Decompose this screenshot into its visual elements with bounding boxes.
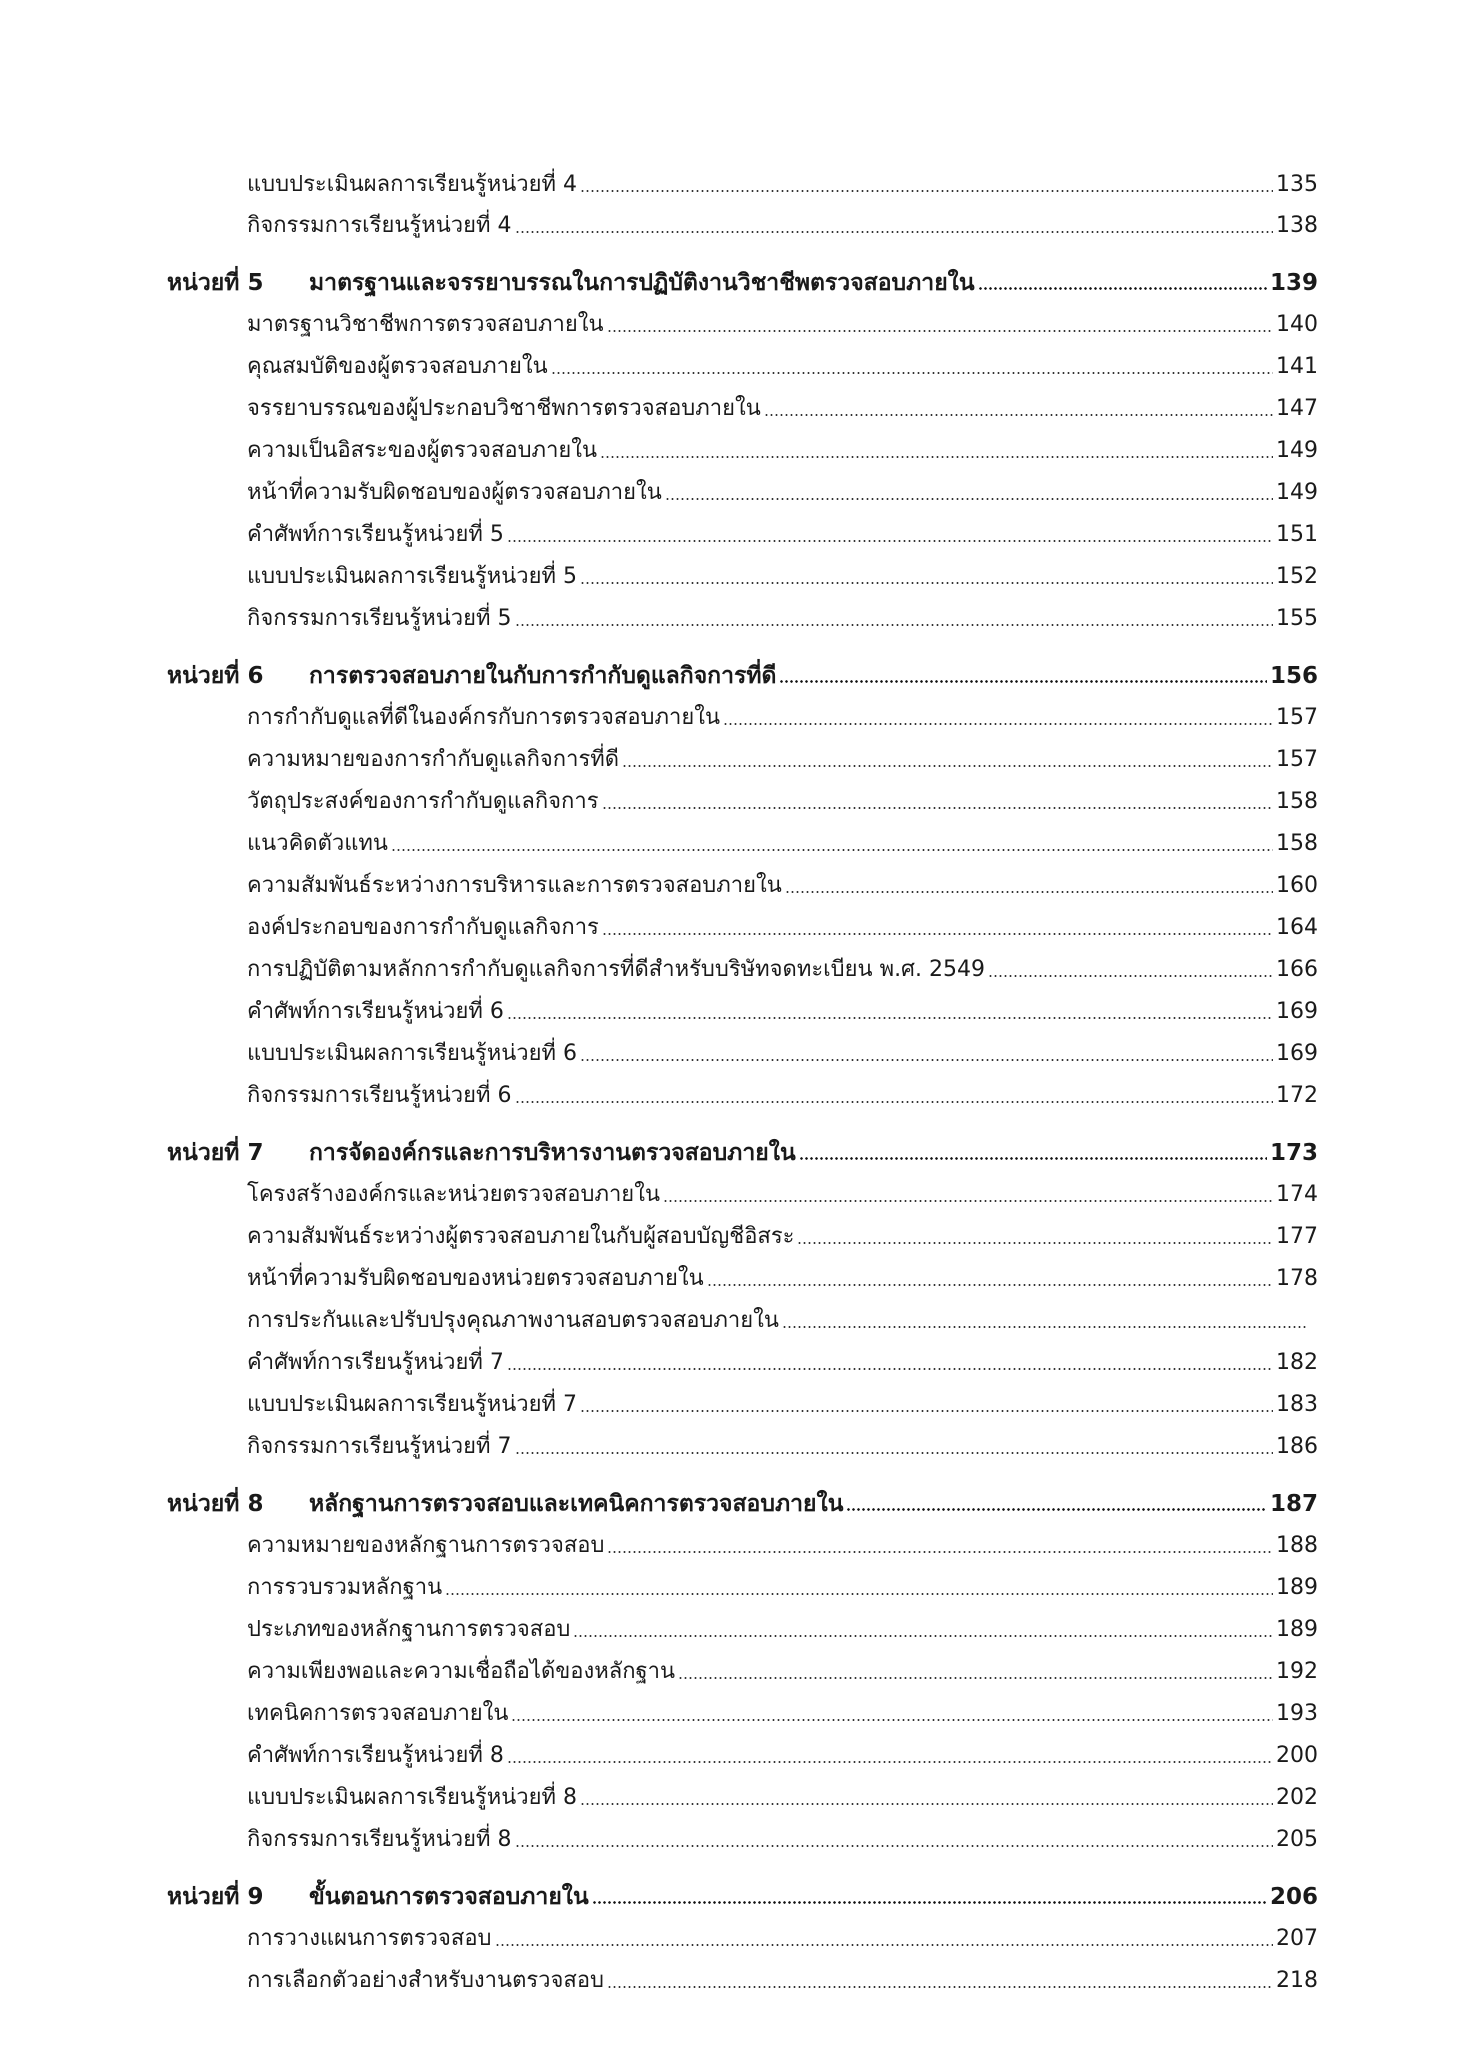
toc-entry-title: แบบประเมินผลการเรียนรู้หน่วยที่ 7: [247, 1392, 577, 1417]
toc-entry-title: แบบประเมินผลการเรียนรู้หน่วยที่ 6: [247, 1041, 577, 1066]
toc-entry-page: 174: [1276, 1182, 1318, 1207]
toc-entry: [247, 997, 1318, 1027]
toc-entry-page: 200: [1276, 1743, 1318, 1768]
unit-title: การตรวจสอบภายในกับการกำกับดูแลกิจการที่ดี: [309, 663, 777, 689]
toc-unit-heading: [167, 1138, 1318, 1168]
toc-entry: [247, 1432, 1318, 1462]
toc-entry: [247, 1825, 1318, 1855]
toc-entry-title: แบบประเมินผลการเรียนรู้หน่วยที่ 4: [247, 172, 577, 197]
toc-entry-title: คำศัพท์การเรียนรู้หน่วยที่ 7: [247, 1350, 504, 1375]
toc-entry-title: การกำกับดูแลที่ดีในองค์กรกับการตรวจสอบภายใน: [247, 705, 721, 730]
toc-entry: [247, 745, 1318, 775]
toc-entry: [247, 478, 1318, 508]
toc-entry: [247, 1222, 1318, 1252]
dot-leader: [978, 287, 1267, 290]
toc-entry: [247, 604, 1318, 634]
toc-entry-page: 192: [1276, 1659, 1318, 1684]
toc-entry-page: 205: [1276, 1827, 1318, 1852]
toc-entry: [247, 211, 1318, 241]
toc-entry-title: กิจกรรมการเรียนรู้หน่วยที่ 4: [247, 213, 512, 238]
dot-leader: [580, 1059, 1273, 1061]
toc-entry-page: 182: [1276, 1350, 1318, 1375]
unit-label: หน่วยที่ 7: [167, 1140, 264, 1166]
dot-leader: [515, 1452, 1273, 1454]
toc-entry: [247, 1081, 1318, 1111]
toc-entry: [247, 562, 1318, 592]
toc-entry: [247, 1783, 1318, 1813]
dot-leader: [551, 372, 1273, 374]
dot-leader: [846, 1508, 1267, 1511]
toc-entry-title: การประกันและปรับปรุงคุณภาพงานสอบตรวจสอบภายใน: [247, 1308, 779, 1333]
toc-entry-title: คำศัพท์การเรียนรู้หน่วยที่ 5: [247, 522, 504, 547]
toc-entry-title: ประเภทของหลักฐานการตรวจสอบ: [247, 1617, 571, 1642]
unit-title: ขั้นตอนการตรวจสอบภายใน: [309, 1884, 589, 1910]
toc-entry-title: กิจกรรมการเรียนรู้หน่วยที่ 8: [247, 1827, 512, 1852]
unit-title: การจัดองค์กรและการบริหารงานตรวจสอบภายใน: [309, 1140, 796, 1166]
toc-entry: [247, 871, 1318, 901]
unit-page: 206: [1269, 1884, 1318, 1910]
toc-entry-title: แบบประเมินผลการเรียนรู้หน่วยที่ 5: [247, 564, 577, 589]
toc-entry: [247, 1390, 1318, 1420]
toc-entry-page: 218: [1276, 1968, 1318, 1993]
unit-page: 173: [1269, 1140, 1318, 1166]
dot-leader: [511, 1719, 1273, 1721]
unit-page: 187: [1269, 1491, 1318, 1517]
toc-entry-title: ความหมายของหลักฐานการตรวจสอบ: [247, 1533, 605, 1558]
dot-leader: [515, 231, 1273, 233]
toc-entry-page: 169: [1276, 999, 1318, 1024]
toc-entry-page: 178: [1276, 1266, 1318, 1291]
toc-entry-title: การรวบรวมหลักฐาน: [247, 1575, 443, 1600]
dot-leader: [622, 765, 1273, 767]
toc-entry: [247, 394, 1318, 424]
toc-entry: [247, 170, 1318, 200]
toc-entry-title: หน้าที่ความรับผิดชอบของหน่วยตรวจสอบภายใน: [247, 1266, 704, 1291]
toc-entry: [247, 955, 1318, 985]
toc-entry-page: 183: [1276, 1392, 1318, 1417]
toc-entry-page: 140: [1276, 312, 1318, 337]
toc-entry-page: 135: [1276, 172, 1318, 197]
unit-title: หลักฐานการตรวจสอบและเทคนิคการตรวจสอบภายใน: [309, 1491, 844, 1517]
dot-leader: [799, 1157, 1267, 1160]
toc-entry: [247, 1741, 1318, 1771]
toc-entry-page: 149: [1276, 438, 1318, 463]
dot-leader: [779, 680, 1267, 683]
dot-leader: [580, 1410, 1273, 1412]
dot-leader: [573, 1635, 1273, 1637]
toc-entry-title: ความหมายของการกำกับดูแลกิจการที่ดี: [247, 747, 620, 772]
toc-entry-title: จรรยาบรรณของผู้ประกอบวิชาชีพการตรวจสอบภายใน: [247, 396, 761, 421]
toc-entry-page: 138: [1276, 213, 1318, 238]
dot-leader: [602, 933, 1273, 935]
toc-entry-page: 193: [1276, 1701, 1318, 1726]
toc-entry-title: คำศัพท์การเรียนรู้หน่วยที่ 8: [247, 1743, 504, 1768]
toc-entry-title: วัตถุประสงค์ของการกำกับดูแลกิจการ: [247, 789, 599, 814]
toc-unit-heading: [167, 661, 1318, 691]
toc-entry-title: แบบประเมินผลการเรียนรู้หน่วยที่ 8: [247, 1785, 577, 1810]
toc-entry: [247, 1180, 1318, 1210]
toc-entry: [247, 1924, 1318, 1954]
dot-leader: [515, 1101, 1273, 1103]
toc-entry-title: หน้าที่ความรับผิดชอบของผู้ตรวจสอบภายใน: [247, 480, 662, 505]
toc-entry-page: 160: [1276, 873, 1318, 898]
toc-entry-page: 141: [1276, 354, 1318, 379]
dot-leader: [764, 414, 1273, 416]
dot-leader: [602, 807, 1273, 809]
dot-leader: [665, 498, 1273, 500]
dot-leader: [391, 849, 1273, 851]
toc-entry-page: 155: [1276, 606, 1318, 631]
toc-entry: [247, 310, 1318, 340]
toc-entry-page: 149: [1276, 480, 1318, 505]
dot-leader: [580, 190, 1273, 192]
dot-leader: [607, 1551, 1273, 1553]
dot-leader: [607, 330, 1273, 332]
dot-leader: [515, 1845, 1273, 1847]
toc-entry: [247, 1306, 1309, 1336]
toc-unit-heading: [167, 1489, 1318, 1519]
toc-entry-title: การเลือกตัวอย่างสำหรับงานตรวจสอบ: [247, 1968, 605, 1993]
unit-label: หน่วยที่ 8: [167, 1491, 264, 1517]
toc-entry-page: 157: [1276, 705, 1318, 730]
toc-entry: [247, 829, 1318, 859]
dot-leader: [507, 1017, 1273, 1019]
toc-entry-title: การปฏิบัติตามหลักการกำกับดูแลกิจการที่ดีสำหรับบริษัทจดทะเบียน พ.ศ. 2549: [247, 957, 985, 982]
toc-entry-page: 172: [1276, 1083, 1318, 1108]
dot-leader: [507, 540, 1273, 542]
toc-entry-page: 147: [1276, 396, 1318, 421]
dot-leader: [782, 1326, 1306, 1328]
dot-leader: [445, 1593, 1273, 1595]
dot-leader: [600, 456, 1273, 458]
toc-entry: [247, 1966, 1318, 1996]
toc-entry-page: 189: [1276, 1575, 1318, 1600]
toc-entry-title: กิจกรรมการเรียนรู้หน่วยที่ 7: [247, 1434, 512, 1459]
toc-entry: [247, 1348, 1318, 1378]
dot-leader: [592, 1901, 1267, 1904]
toc-entry: [247, 1657, 1318, 1687]
toc-entry-title: กิจกรรมการเรียนรู้หน่วยที่ 6: [247, 1083, 512, 1108]
unit-label: หน่วยที่ 5: [167, 270, 264, 296]
toc-entry-title: มาตรฐานวิชาชีพการตรวจสอบภายใน: [247, 312, 604, 337]
toc-entry-page: 202: [1276, 1785, 1318, 1810]
dot-leader: [785, 891, 1273, 893]
toc-entry-page: 207: [1276, 1926, 1318, 1951]
toc-entry: [247, 352, 1318, 382]
dot-leader: [663, 1200, 1273, 1202]
toc-entry-page: 186: [1276, 1434, 1318, 1459]
dot-leader: [580, 1803, 1273, 1805]
toc-entry-page: 177: [1276, 1224, 1318, 1249]
unit-page: 156: [1269, 663, 1318, 689]
toc-entry-page: 151: [1276, 522, 1318, 547]
dot-leader: [507, 1368, 1273, 1370]
toc-entry-title: เทคนิคการตรวจสอบภายใน: [247, 1701, 509, 1726]
toc-unit-heading: [167, 268, 1318, 298]
dot-leader: [723, 723, 1273, 725]
toc-entry-page: 188: [1276, 1533, 1318, 1558]
toc-entry-title: ความสัมพันธ์ระหว่างการบริหารและการตรวจสอบภายใน: [247, 873, 782, 898]
toc-entry: [247, 1039, 1318, 1069]
toc-entry-page: 189: [1276, 1617, 1318, 1642]
toc-entry: [247, 913, 1318, 943]
toc-entry-title: คำศัพท์การเรียนรู้หน่วยที่ 6: [247, 999, 504, 1024]
dot-leader: [580, 582, 1273, 584]
dot-leader: [495, 1944, 1274, 1946]
toc-entry-title: ความเป็นอิสระของผู้ตรวจสอบภายใน: [247, 438, 598, 463]
dot-leader: [515, 624, 1273, 626]
unit-title: มาตรฐานและจรรยาบรรณในการปฏิบัติงานวิชาชีพตรวจสอบภายใน: [309, 270, 975, 296]
toc-entry-page: 158: [1276, 831, 1318, 856]
toc-entry-title: ความสัมพันธ์ระหว่างผู้ตรวจสอบภายในกับผู้สอบบัญชีอิสระ: [247, 1224, 795, 1249]
toc-entry-title: ความเพียงพอและความเชื่อถือได้ของหลักฐาน: [247, 1659, 676, 1684]
toc-entry: [247, 436, 1318, 466]
toc-entry-page: 164: [1276, 915, 1318, 940]
toc-entry: [247, 1615, 1318, 1645]
toc-entry-page: 157: [1276, 747, 1318, 772]
dot-leader: [707, 1284, 1273, 1286]
toc-entry: [247, 520, 1318, 550]
toc-entry-page: 169: [1276, 1041, 1318, 1066]
toc-entry: [247, 787, 1318, 817]
dot-leader: [797, 1242, 1273, 1244]
toc-unit-heading: [167, 1882, 1318, 1912]
toc-entry-title: โครงสร้างองค์กรและหน่วยตรวจสอบภายใน: [247, 1182, 660, 1207]
toc-entry-page: 158: [1276, 789, 1318, 814]
toc-entry: [247, 1573, 1318, 1603]
toc-entry-title: องค์ประกอบของการกำกับดูแลกิจการ: [247, 915, 599, 940]
unit-label: หน่วยที่ 9: [167, 1884, 264, 1910]
toc-entry-page: 152: [1276, 564, 1318, 589]
toc-entry-title: กิจกรรมการเรียนรู้หน่วยที่ 5: [247, 606, 512, 631]
unit-label: หน่วยที่ 6: [167, 663, 264, 689]
toc-entry-title: การวางแผนการตรวจสอบ: [247, 1926, 492, 1951]
toc-entry: [247, 703, 1318, 733]
dot-leader: [678, 1677, 1273, 1679]
toc-entry: [247, 1531, 1318, 1561]
toc-entry: [247, 1264, 1318, 1294]
dot-leader: [507, 1761, 1273, 1763]
dot-leader: [607, 1986, 1273, 1988]
toc-entry-title: คุณสมบัติของผู้ตรวจสอบภายใน: [247, 354, 548, 379]
toc-entry-page: 166: [1276, 957, 1318, 982]
toc-entry: [247, 1699, 1318, 1729]
toc-entry-title: แนวคิดตัวแทน: [247, 831, 388, 856]
dot-leader: [988, 975, 1273, 977]
unit-page: 139: [1269, 270, 1318, 296]
